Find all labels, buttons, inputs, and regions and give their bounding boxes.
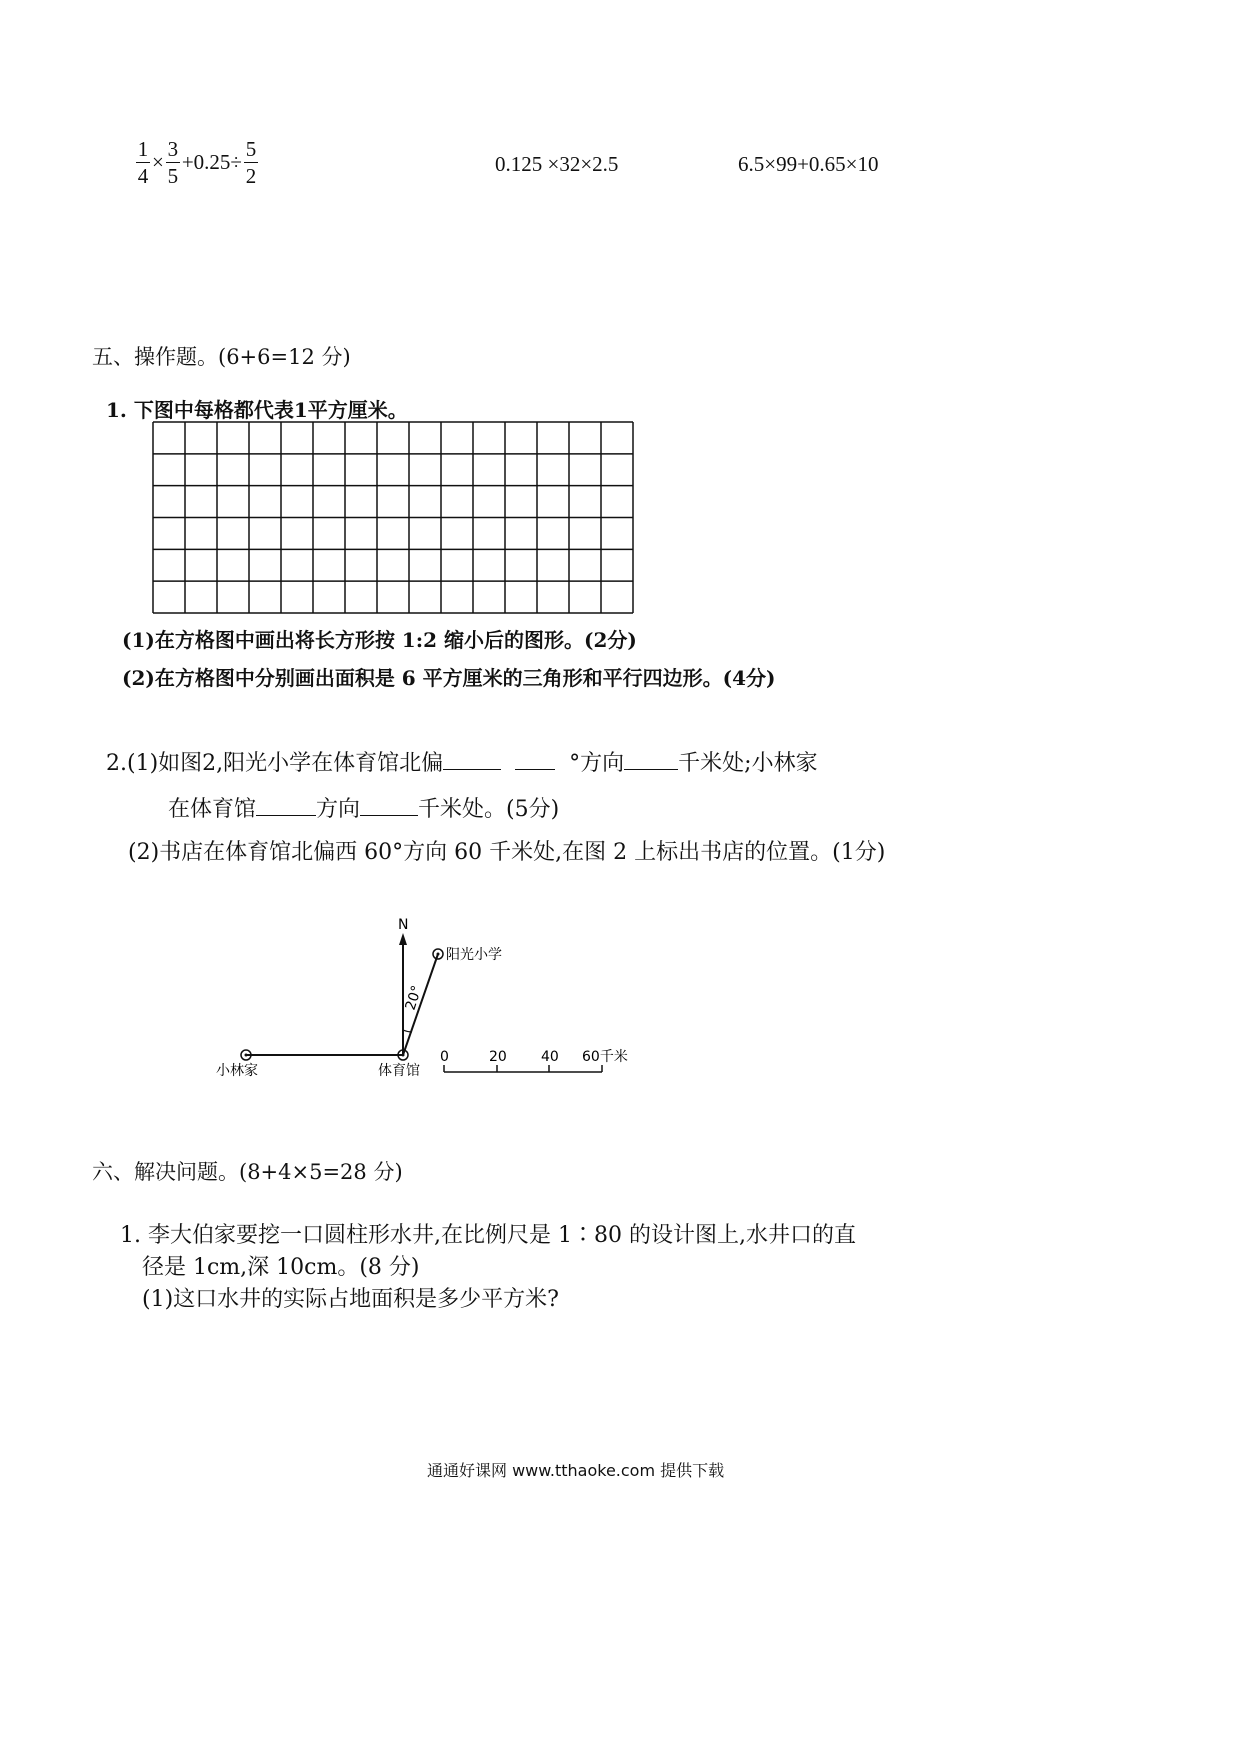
scale-0: 0 xyxy=(440,1049,449,1065)
q2-line1-a: 2.(1)如图2,阳光小学在体育馆北偏 xyxy=(106,751,444,776)
q1-part1: (1)在方格图中画出将长方形按 1:2 缩小后的图形。(2分) xyxy=(122,628,637,652)
s6-q1-part1: (1)这口水井的实际占地面积是多少平方米? xyxy=(142,1287,559,1312)
blank-1[interactable] xyxy=(443,749,501,770)
scale-40: 40 xyxy=(541,1049,559,1065)
q2-line2-b: 方向 xyxy=(316,797,361,822)
q2-part2: (2)书店在体育馆北偏西 60°方向 60 千米处,在图 2 上标出书店的位置。(1分) xyxy=(128,840,886,865)
q2-line1-c: 千米处;小林家 xyxy=(678,751,818,776)
times-sign: × xyxy=(152,150,164,174)
north-label: N xyxy=(398,917,409,933)
scale-60: 60千米 xyxy=(582,1049,628,1065)
blank-3[interactable] xyxy=(624,749,678,770)
section-5-title: 五、操作题。(6+6=12 分) xyxy=(92,345,351,369)
north-arrow-icon xyxy=(399,933,407,945)
gym-label: 体育馆 xyxy=(378,1063,420,1079)
s6-q1-line1: 1. 李大伯家要挖一口圆柱形水井,在比例尺是 1∶80 的设计图上,水井口的直 xyxy=(120,1223,856,1248)
expression-1 xyxy=(134,136,260,189)
fraction-3-5: $\frac{3}{5}$ xyxy=(167,137,179,188)
q2-line2 xyxy=(168,792,559,823)
q2-line1 xyxy=(106,746,818,777)
fraction-5-2: $\frac{5}{2}$ xyxy=(245,137,257,188)
q2-line1-b: °方向 xyxy=(569,751,625,776)
angle-label: 20° xyxy=(402,983,426,1013)
blank-4[interactable] xyxy=(256,795,316,816)
footer-text: 通通好课网 www.tthaoke.com 提供下载 xyxy=(427,1461,725,1480)
school-label: 阳光小学 xyxy=(446,947,502,963)
grid-svg xyxy=(152,421,634,614)
section-6-title: 六、解决问题。(8+4×5=28 分) xyxy=(92,1160,403,1184)
q1-part2: (2)在方格图中分别画出面积是 6 平方厘米的三角形和平行四边形。(4分) xyxy=(122,666,776,690)
expression-2: 0.125 ×32×2.5 xyxy=(495,152,619,176)
blank-2[interactable] xyxy=(515,749,555,770)
scale-20: 20 xyxy=(489,1049,507,1065)
q2-line2-a: 在体育馆 xyxy=(168,797,257,822)
home-label: 小林家 xyxy=(216,1063,258,1079)
map-svg xyxy=(200,915,660,1085)
blank-5[interactable] xyxy=(360,795,418,816)
square-grid xyxy=(152,421,634,614)
plus-divide: +0.25÷ xyxy=(181,150,242,174)
fraction-1-4: $\frac{1}{4}$ xyxy=(137,137,149,188)
q1-title: 1. 下图中每格都代表1平方厘米。 xyxy=(106,398,408,422)
q2-line2-c: 千米处。(5分) xyxy=(418,797,560,822)
s6-q1-line2: 径是 1cm,深 10cm。(8 分) xyxy=(142,1255,420,1280)
direction-map xyxy=(200,915,660,1085)
expression-3: 6.5×99+0.65×10 xyxy=(738,152,879,176)
